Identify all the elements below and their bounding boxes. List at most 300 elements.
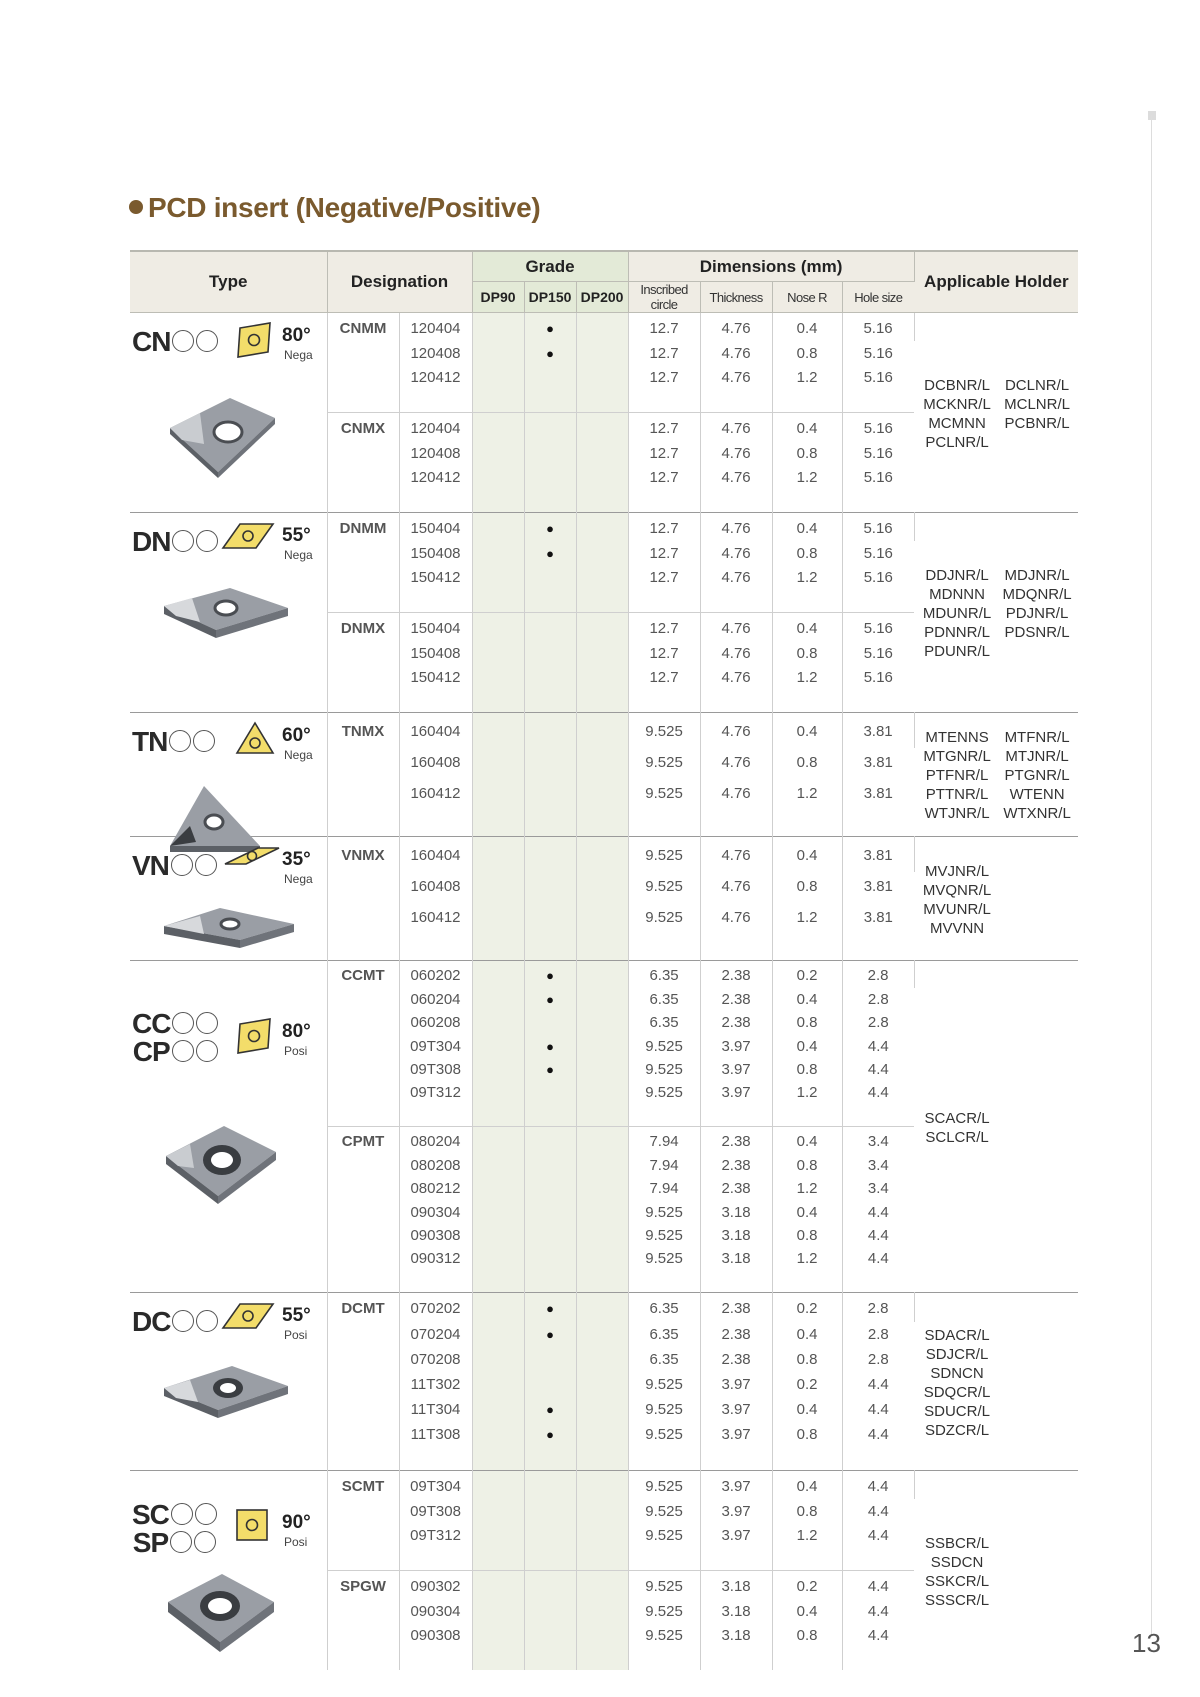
holder-list [915,1535,1079,1610]
dim-cell: 2.8 [867,1014,889,1032]
dim-cell: 6.35 [628,1011,700,1034]
dim-cell: 0.2 [772,1293,842,1322]
grade-dp150-cell [524,1224,576,1247]
grade-dp200-cell [576,1623,628,1647]
page-number: 13 [1132,1628,1161,1658]
grade-dp150-cell [524,1011,576,1034]
dim-cell: 3.97 [700,1081,772,1104]
dim-cell: 4.76 [700,341,772,365]
holder-item: PTTNR/L [925,786,989,803]
designation-cell: CNMX [327,412,399,440]
dim-cell: 2.38 [700,1293,772,1322]
dim-cell: 6.35 [628,961,700,988]
holder-cell [914,313,1078,513]
designation-cell [327,1247,399,1270]
grade-dp150-cell [524,1126,576,1153]
insert-mode: Nega [284,872,313,886]
dim-cell: 5.16 [863,619,893,637]
designation-cell [327,1599,399,1623]
grade-dp90-cell [472,713,524,748]
insert-shape-icon [234,1016,274,1060]
circle-icon [169,730,191,752]
circle-icon [196,530,218,552]
type-label: CN [132,328,218,356]
grade-dp150-cell [524,641,576,665]
grade-dp200-cell [576,365,628,389]
code-cell: 120412 [399,365,472,389]
grade-dp90-cell [472,1126,524,1153]
grade-dp200-cell [576,465,628,489]
holder-item: MCKNR/L [923,395,991,413]
dim-cell: 12.7 [628,465,700,489]
grade-dp90-cell [472,1224,524,1247]
type-cell [130,961,327,1293]
grade-dp200-cell [576,837,628,872]
holder-item [1000,1110,1075,1128]
holder-item: PTFNR/L [925,767,989,784]
designation-cell [327,988,399,1011]
dim-cell: 0.4 [772,837,842,872]
dim-cell: 5.16 [842,513,914,541]
dim-cell: 12.7 [628,412,700,440]
designation-cell [327,1224,399,1247]
code-cell: 160412 [399,902,472,932]
code-cell: 150404 [399,513,472,541]
holder-item [1000,1384,1075,1402]
dim-cell: 9.525 [628,1081,700,1104]
dim-cell: 3.97 [700,1422,772,1447]
dim-cell: 12.7 [628,513,700,541]
dim-cell: 0.4 [772,513,842,541]
dim-cell: 9.525 [628,1372,700,1397]
designation-cell [327,1372,399,1397]
designation-cell [327,465,399,489]
insert-angle: 80° [282,325,311,346]
insert-mode: Nega [284,548,313,562]
dim-cell: 1.2 [772,1177,842,1200]
dim-cell: 4.4 [867,1626,889,1644]
dim-cell: 0.8 [772,1347,842,1372]
insert-mode: Nega [284,748,313,762]
circle-icon [196,330,218,352]
holder-item: DCBNR/L [924,376,990,394]
grade-dp150-cell [524,1623,576,1647]
code-cell: 11T302 [399,1372,472,1397]
grade-dp200-cell [576,1200,628,1223]
type-cell [130,837,327,961]
holder-item [1000,1535,1075,1553]
circle-icon [196,1310,218,1332]
type-cell [130,513,327,713]
designation-cell [327,902,399,932]
dim-cell: 9.525 [628,1471,700,1499]
code-cell: 090308 [399,1224,472,1247]
table-row [130,837,1078,872]
grade-dp150-cell [524,441,576,465]
designation-cell: DCMT [327,1293,399,1322]
dim-cell: 9.525 [628,1599,700,1623]
designation-cell [327,365,399,389]
dim-cell: 0.8 [772,1011,842,1034]
dim-cell: 3.18 [700,1570,772,1598]
code-cell: 120408 [399,341,472,365]
table-row [130,513,1078,541]
dim-cell: 5.16 [863,468,893,486]
circle-icon [172,1012,194,1034]
holder-item: MDNNN [929,586,985,603]
designation-cell: CPMT [327,1126,399,1153]
grade-dp90-cell [472,1422,524,1447]
grade-dp90-cell [472,412,524,440]
grade-dp200-cell [576,988,628,1011]
grade-dp200-cell [576,1154,628,1177]
table-row [130,1293,1078,1322]
holder-item: MDUNR/L [922,605,992,622]
code-cell: 090304 [399,1599,472,1623]
grade-dp90-cell [472,513,524,541]
holder-item: SDZCR/L [924,1421,990,1439]
dim-cell: 9.525 [628,837,700,872]
dim-cell: 3.4 [867,1133,889,1151]
grade-dp150-cell [524,713,576,748]
holder-item: SDJCR/L [925,1345,989,1363]
dim-cell: 5.16 [863,568,893,586]
grade-dp150-cell [524,988,576,1011]
holder-list [915,1110,1079,1147]
code-cell: 090312 [399,1247,472,1270]
code-cell: 160408 [399,748,472,778]
insert-angle: 55° [282,1305,311,1326]
dim-cell: 1.2 [772,565,842,589]
dim-cell: 4.4 [867,1502,889,1520]
dim-cell: 9.525 [628,1570,700,1598]
grade-dp90-cell [472,1471,524,1499]
dim-cell: 4.76 [700,665,772,689]
grade-dp200-cell [576,1422,628,1447]
holder-cell [914,513,1078,713]
grade-dp90-cell [472,641,524,665]
dim-cell: 12.7 [628,313,700,341]
dim-cell: 1.2 [772,902,842,932]
insert-photo [160,580,290,654]
designation-cell [327,665,399,689]
dim-cell: 2.8 [842,961,914,988]
dim-cell: 3.18 [700,1200,772,1223]
code-cell: 09T312 [399,1523,472,1547]
dim-cell: 0.8 [772,748,842,778]
dim-cell: 0.4 [772,1126,842,1153]
grade-dp150-cell [524,902,576,932]
dim-cell: 1.2 [772,778,842,808]
designation-cell [327,541,399,565]
dim-cell: 0.4 [772,1471,842,1499]
page-corner-mark [1148,111,1156,120]
code-cell: 120412 [399,465,472,489]
dim-cell: 3.81 [842,837,914,872]
dim-cell: 3.97 [700,1523,772,1547]
grade-dp150-cell [524,541,576,565]
table-row [130,961,1078,988]
table-row [130,713,1078,748]
holder-item: PCLNR/L [925,433,989,451]
dim-cell: 4.76 [700,837,772,872]
designation-cell [327,565,399,589]
grade-dp90-cell [472,1322,524,1347]
holder-cell [914,713,1078,837]
dim-cell: 4.76 [700,541,772,565]
grade-dp150-cell [524,1570,576,1598]
designation-cell: DNMX [327,612,399,640]
grade-dp200-cell [576,1293,628,1322]
code-cell: 150404 [399,612,472,640]
grade-dp150-cell [524,1397,576,1422]
table-row [130,313,1078,341]
dim-cell: 1.2 [772,665,842,689]
code-cell: 150412 [399,665,472,689]
availability-bullet: ● [546,520,554,536]
dim-cell: 3.18 [700,1623,772,1647]
holder-item: SSKCR/L [924,1572,990,1590]
insert-angle: 80° [282,1020,311,1042]
dim-cell: 5.16 [863,544,893,562]
insert-angle: 60° [282,725,311,746]
holder-item: SDNCN [930,1364,984,1382]
code-cell: 120404 [399,412,472,440]
dim-cell: 7.94 [628,1126,700,1153]
designation-cell [327,778,399,808]
circle-icon [170,1531,192,1553]
header-thickness: Thickness [700,282,772,313]
grade-dp90-cell [472,1499,524,1523]
dim-cell: 0.4 [772,1034,842,1057]
grade-dp90-cell [472,988,524,1011]
circle-icon [172,1040,194,1062]
grade-dp90-cell [472,1623,524,1647]
dim-cell: 4.76 [700,748,772,778]
dim-cell: 9.525 [628,1058,700,1081]
code-cell: 090308 [399,1623,472,1647]
dim-cell: 0.4 [772,412,842,440]
dim-cell: 3.81 [842,713,914,748]
insert-mode: Posi [284,1535,308,1550]
dim-cell: 4.4 [867,1426,889,1444]
grade-dp90-cell [472,441,524,465]
designation-cell [327,441,399,465]
dim-cell: 4.76 [700,365,772,389]
dim-cell: 4.76 [700,441,772,465]
header-hole-size: Hole size [842,282,914,313]
grade-dp90-cell [472,313,524,341]
insert-shape-icon [222,844,282,872]
grade-dp200-cell [576,1081,628,1104]
designation-cell: VNMX [327,837,399,872]
header-dimensions: Dimensions (mm) [628,251,914,282]
dim-cell: 9.525 [628,1623,700,1647]
grade-dp90-cell [472,1293,524,1322]
code-cell: 150412 [399,565,472,589]
grade-dp200-cell [576,961,628,988]
dim-cell: 3.97 [700,1372,772,1397]
page-margin-rule [1151,115,1152,1635]
dim-cell: 4.4 [867,1375,889,1393]
dim-cell: 1.2 [772,1081,842,1104]
holder-list [915,729,1079,823]
grade-dp150-cell [524,665,576,689]
holder-item [1000,1422,1075,1440]
grade-dp200-cell [576,313,628,341]
holder-item: PDNNR/L [924,624,990,641]
designation-cell [327,1499,399,1523]
dim-cell: 4.76 [700,612,772,640]
holder-item: SSBCR/L [924,1534,990,1552]
holder-item: MVJNR/L [924,862,990,880]
grade-dp150-cell [524,1322,576,1347]
grade-dp150-cell [524,1422,576,1447]
grade-dp150-cell [524,1247,576,1270]
grade-dp90-cell [472,1034,524,1057]
dim-cell: 0.8 [772,1058,842,1081]
holder-item [1000,1327,1075,1345]
type-cell [130,1293,327,1471]
grade-dp200-cell [576,341,628,365]
designation-cell: CCMT [327,961,399,988]
code-cell: 060202 [399,961,472,988]
dim-cell: 2.8 [867,990,889,1008]
dim-cell: 2.38 [700,988,772,1011]
dim-cell: 0.8 [772,1499,842,1523]
dim-cell: 2.38 [700,1177,772,1200]
code-cell: 09T304 [399,1471,472,1499]
holder-item: MCLNR/L [1004,395,1070,413]
holder-item: MVVNN [929,919,985,937]
dim-cell: 5.16 [863,444,893,462]
circle-icon [172,1310,194,1332]
dim-cell: 12.7 [628,612,700,640]
grade-dp90-cell [472,1397,524,1422]
dim-cell: 0.4 [772,1599,842,1623]
designation-cell [327,1081,399,1104]
dim-cell: 5.16 [863,419,893,437]
circle-icon [195,854,217,876]
code-cell: 160412 [399,778,472,808]
insert-mode: Nega [284,348,313,362]
availability-bullet: ● [546,991,554,1007]
code-cell: 09T308 [399,1499,472,1523]
holder-item [1000,882,1075,900]
grade-dp200-cell [576,1058,628,1081]
grade-dp200-cell [576,1471,628,1499]
circle-icon [196,1012,218,1034]
code-cell: 150408 [399,541,472,565]
designation-cell: SCMT [327,1471,399,1499]
availability-bullet: ● [546,1062,554,1078]
header-nose-r: Nose R [772,282,842,313]
type-label: DN [132,528,218,556]
holder-item: WTENN [1009,786,1065,803]
grade-dp90-cell [472,1081,524,1104]
designation-cell [327,1011,399,1034]
insert-photo [160,380,280,484]
dim-cell: 4.4 [867,1526,889,1544]
code-cell: 070208 [399,1347,472,1372]
dim-cell: 12.7 [628,665,700,689]
dim-cell: 0.8 [772,441,842,465]
dim-cell: 5.16 [842,313,914,341]
insert-photo [160,1562,280,1666]
dim-cell: 0.2 [772,961,842,988]
page-title: PCD insert (Negative/Positive) [129,192,540,224]
dim-cell: 2.38 [700,1322,772,1347]
dim-cell: 5.16 [863,668,893,686]
holder-item [1000,863,1075,881]
grade-dp200-cell [576,1499,628,1523]
dim-cell: 0.8 [772,872,842,902]
holder-item: MDJNR/L [1004,567,1070,584]
availability-bullet: ● [546,320,554,336]
dim-cell: 3.97 [700,1397,772,1422]
dim-cell: 0.8 [772,541,842,565]
holder-item [1000,1573,1075,1591]
grade-dp90-cell [472,837,524,872]
grade-dp150-cell [524,748,576,778]
dim-cell: 4.4 [867,1602,889,1620]
insert-shape-icon [234,320,274,364]
grade-dp90-cell [472,961,524,988]
dim-cell: 4.4 [867,1250,889,1268]
availability-bullet: ● [546,1401,554,1417]
designation-cell [327,1397,399,1422]
type-label: VN [132,852,217,880]
dim-cell: 0.8 [772,341,842,365]
circle-icon [172,530,194,552]
dim-cell: 2.8 [867,1325,889,1343]
dim-cell: 9.525 [628,1523,700,1547]
holder-item: PTGNR/L [1004,767,1070,784]
holder-cell [914,1293,1078,1471]
dim-cell: 4.4 [842,1471,914,1499]
insert-shape-icon [234,720,276,760]
grade-dp200-cell [576,1126,628,1153]
designation-cell [327,1623,399,1647]
dim-cell: 3.81 [863,908,893,926]
dim-cell: 4.4 [867,1400,889,1418]
grade-dp90-cell [472,341,524,365]
designation-cell [327,872,399,902]
dim-cell: 0.4 [772,313,842,341]
dim-cell: 0.8 [772,1422,842,1447]
type-cell [130,713,327,837]
holder-cell [914,837,1078,961]
code-cell: 09T308 [399,1058,472,1081]
dim-cell: 12.7 [628,441,700,465]
grade-dp200-cell [576,641,628,665]
dim-cell: 0.4 [772,713,842,748]
dim-cell: 3.4 [867,1156,889,1174]
grade-dp200-cell [576,1599,628,1623]
grade-dp90-cell [472,1570,524,1598]
grade-dp90-cell [472,1523,524,1547]
grade-dp150-cell [524,1081,576,1104]
availability-bullet: ● [546,345,554,361]
grade-dp90-cell [472,1154,524,1177]
holder-item [1000,920,1075,938]
dim-cell: 1.2 [772,1247,842,1270]
dim-cell: 7.94 [628,1154,700,1177]
bullet-icon [129,200,143,214]
dim-cell: 9.525 [628,1397,700,1422]
dim-cell: 9.525 [628,1034,700,1057]
dim-cell: 6.35 [628,1322,700,1347]
